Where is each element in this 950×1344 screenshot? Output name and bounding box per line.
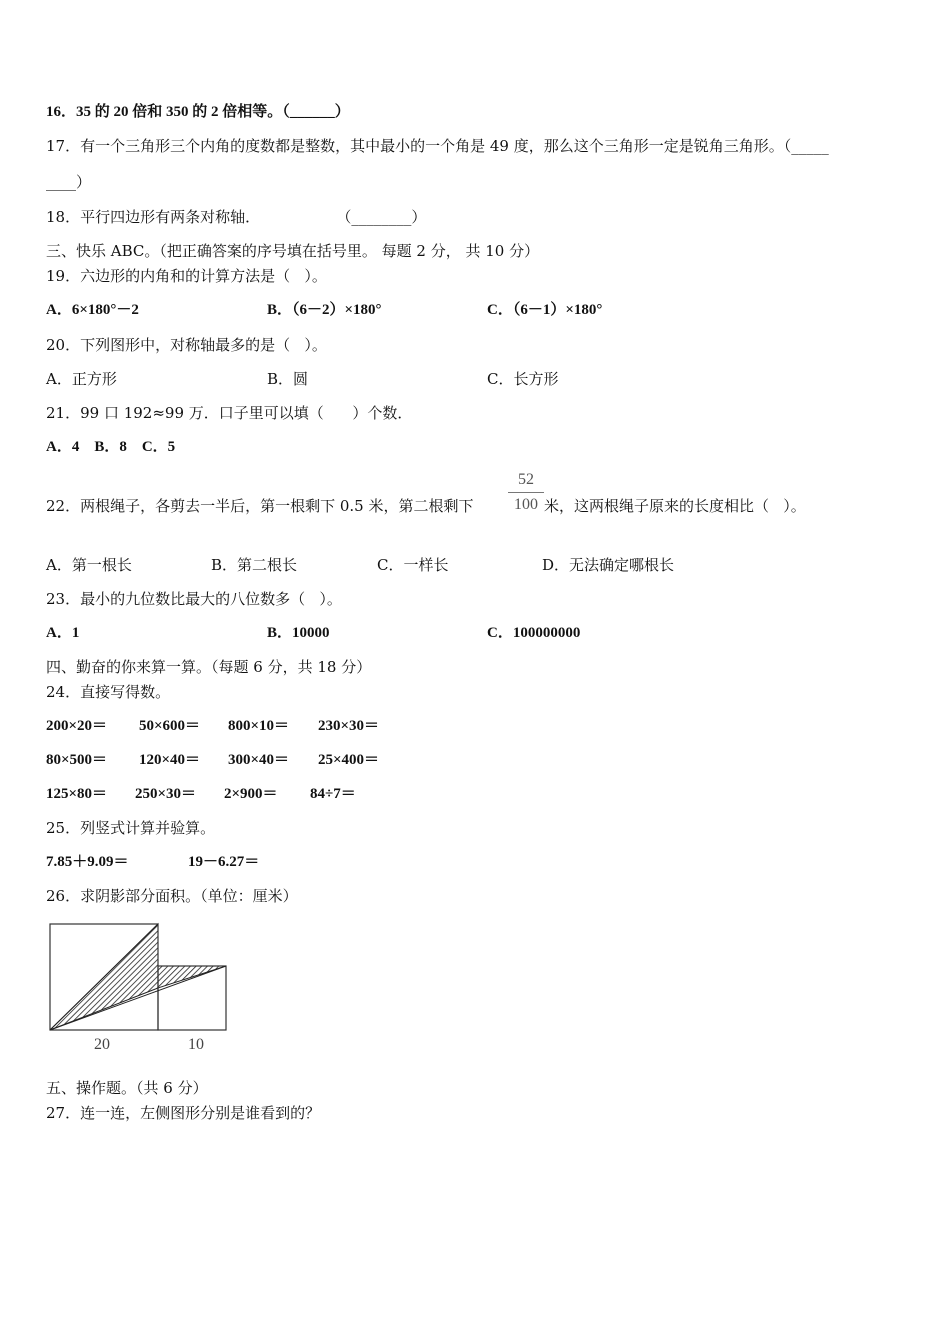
- question-17-line2: ____）: [46, 173, 92, 191]
- q22-fraction: [508, 470, 544, 515]
- question-16: 16．35 的 20 倍和 350 的 2 倍相等。（______）: [46, 104, 350, 120]
- question-20: 20．下列图形中，对称轴最多的是（ ）。: [46, 336, 327, 354]
- q24-r1-c4: 230×30＝: [318, 718, 380, 734]
- question-21: 21．99 口 192≈99 万．口子里可以填（ ）个数．: [46, 404, 413, 422]
- q24-r3-c2: 250×30＝: [135, 786, 197, 802]
- q22-fraction-denominator: 100: [514, 496, 538, 513]
- q24-r1-c1: 200×20＝: [46, 718, 108, 734]
- q24-r2-c2: 120×40＝: [139, 752, 201, 768]
- q22-fraction-numerator: 52: [518, 471, 534, 488]
- q20-option-c: C．长方形: [487, 370, 559, 388]
- q24-r1-c2: 50×600＝: [139, 718, 201, 734]
- question-22-text: 22．两根绳子，各剪去一半后，第一根剩下 0.5 米，第二根剩下: [46, 497, 474, 515]
- q23-option-c: C．100000000: [487, 625, 581, 641]
- question-27: 27．连一连，左侧图形分别是谁看到的？: [46, 1104, 321, 1122]
- q19-option-c: C．（6－1）×180°: [487, 302, 603, 318]
- question-22-text-after: 米，这两根绳子原来的长度相比（ ）。: [544, 497, 806, 515]
- q24-r1-c3: 800×10＝: [228, 718, 290, 734]
- question-17-line1: 17．有一个三角形三个内角的度数都是整数，其中最小的一个角是 49 度，那么这个三角形一定是锐角三角形。（_____: [46, 137, 829, 155]
- q23-option-a: A．1: [46, 625, 80, 641]
- q24-r3-c4: 84÷7＝: [310, 786, 356, 802]
- q24-r3-c1: 125×80＝: [46, 786, 108, 802]
- q22-option-b: B．第二根长: [211, 556, 298, 574]
- q23-option-b: B．10000: [267, 625, 330, 641]
- q22-option-d: D．无法确定哪根长: [542, 556, 675, 574]
- question-23: 23．最小的九位数比最大的八位数多（ ）。: [46, 590, 342, 608]
- q19-option-b: B．（6－2）×180°: [267, 302, 382, 318]
- question-24: 24．直接写得数。: [46, 683, 171, 701]
- q22-fraction-bar: [508, 492, 544, 493]
- question-18: 18．平行四边形有两条对称轴． （________）: [46, 208, 427, 226]
- q22-option-a: A．第一根长: [46, 556, 132, 574]
- q25-item-1: 7.85＋9.09＝: [46, 854, 129, 870]
- q22-option-c: C．一样长: [377, 556, 449, 574]
- q24-r2-c3: 300×40＝: [228, 752, 290, 768]
- q20-option-b: B．圆: [267, 370, 309, 388]
- q25-item-2: 19－6.27＝: [188, 854, 260, 870]
- figure-label-10: 10: [188, 1036, 204, 1053]
- question-25: 25．列竖式计算并验算。: [46, 819, 216, 837]
- q24-r3-c3: 2×900＝: [224, 786, 278, 802]
- q24-r2-c4: 25×400＝: [318, 752, 380, 768]
- figure-label-20: 20: [94, 1036, 110, 1053]
- q20-option-a: A．正方形: [46, 370, 117, 388]
- question-19: 19．六边形的内角和的计算方法是（ ）。: [46, 267, 327, 285]
- section-5-heading: 五、操作题。（共 6 分）: [46, 1079, 208, 1097]
- section-3-heading: 三、快乐 ABC。（把正确答案的序号填在括号里。 每题 2 分， 共 10 分）: [46, 242, 540, 260]
- shaded-area-figure: [40, 918, 240, 1058]
- question-26: 26．求阴影部分面积。（单位：厘米）: [46, 887, 298, 905]
- q19-option-a: A．6×180°－2: [46, 302, 139, 318]
- q21-options: A．4 B．8 C．5: [46, 439, 176, 455]
- q24-r2-c1: 80×500＝: [46, 752, 108, 768]
- section-4-heading: 四、勤奋的你来算一算。（每题 6 分，共 18 分）: [46, 658, 372, 676]
